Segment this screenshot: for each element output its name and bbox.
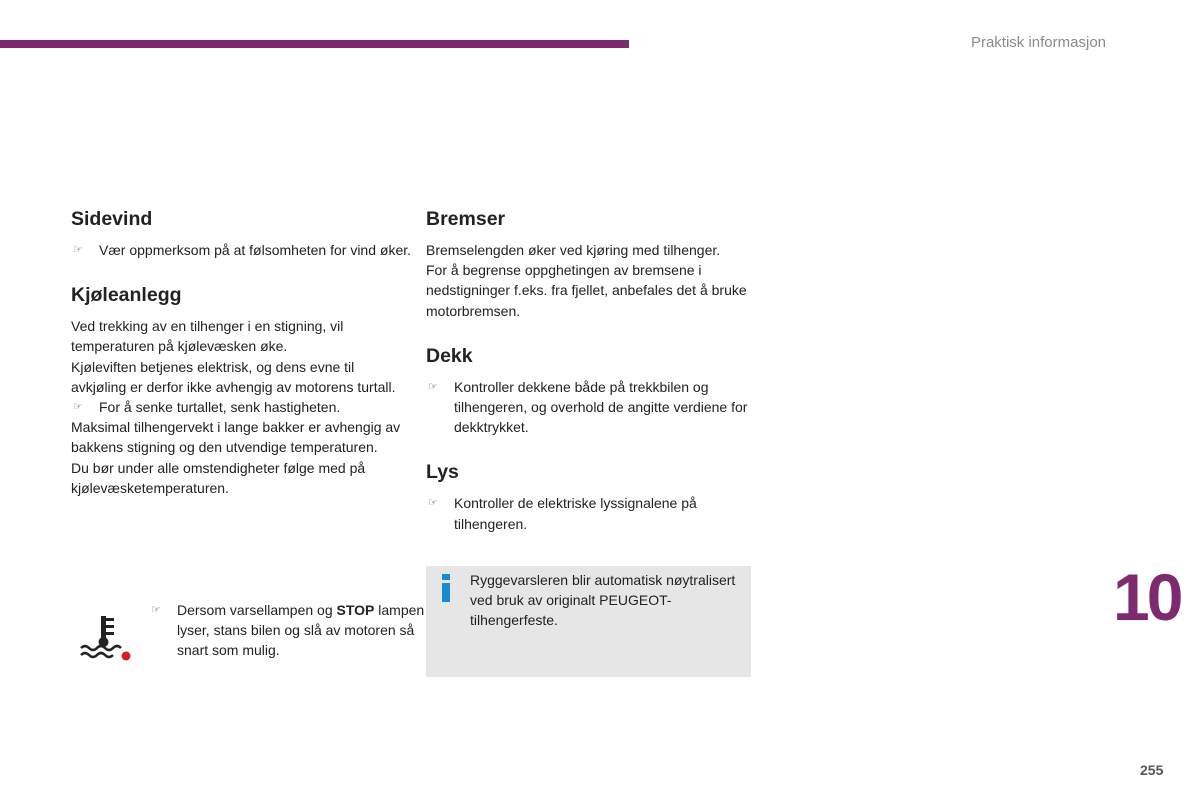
section-dekk [426, 343, 766, 438]
paragraph: Bremselengden øker ved kjøring med tilhenger. [426, 242, 721, 258]
chapter-title: Praktisk informasjon [970, 34, 1106, 51]
paragraph: Maksimal tilhengervekt i lange bakker er avhengig av bakkens stigning og den utvendige temperaturen. [71, 419, 401, 456]
bullet-text: Kontroller dekkene både på trekkbilen og tilhengeren, og overhold de angitte verdiene for dekktrykket. [454, 378, 748, 436]
bullet-item [426, 377, 766, 438]
bullet-item [71, 240, 411, 260]
warning-text-after: lampen lyser, stans bilen og slå av motoren så snart som mulig. [177, 602, 425, 659]
chapter-number: 10 [1113, 560, 1181, 634]
bullet-text: For å senke turtallet, senk hastigheten. [99, 399, 341, 416]
section-bremser [426, 206, 766, 321]
section-lys [426, 459, 766, 533]
right-column [426, 206, 766, 556]
paragraph: Kjøleviften betjenes elektrisk, og dens evne til avkjøling er derfor ikke avhengig av motorens turtall. [71, 358, 396, 395]
pointing-hand-icon: ☞ [428, 380, 438, 393]
warning-block [71, 598, 425, 668]
paragraph: For å begrense oppghetingen av bremsene i nedstigninger f.eks. fra fjellet, anbefales det å bruke motorbremsen. [426, 262, 747, 319]
left-column [71, 206, 411, 520]
info-icon [438, 574, 454, 602]
heading-sidevind: Sidevind [71, 208, 153, 230]
section-sidevind [71, 206, 411, 260]
note-text: Ryggevarsleren blir automatisk nøytralisert ved bruk av originalt PEUGEOT-tilhengerfeste. [470, 572, 736, 629]
pointing-hand-icon: ☞ [151, 604, 161, 616]
warning-text [149, 600, 429, 661]
info-note [426, 566, 751, 677]
page-number: 255 [1140, 762, 1164, 778]
bullet-text: Kontroller de elektriske lyssignalene på tilhengeren. [454, 495, 697, 532]
heading-bremser: Bremser [426, 208, 506, 230]
paragraph: Du bør under alle omstendigheter følge med på kjølevæsketemperaturen. [71, 459, 366, 496]
bullet-item [71, 397, 411, 417]
warning-text-before: Dersom varsellampen og [177, 602, 337, 618]
stop-label: STOP [336, 602, 375, 618]
pointing-hand-icon: ☞ [73, 244, 83, 256]
pointing-hand-icon: ☞ [428, 497, 438, 510]
bullet-text: Vær oppmerksom på at følsomheten for vind øker. [99, 242, 412, 258]
heading-dekk: Dekk [426, 344, 473, 367]
header-accent-bar [0, 40, 629, 48]
section-kjoleanlegg [71, 282, 411, 498]
bullet-item [426, 493, 766, 533]
pointing-hand-icon: ☞ [73, 401, 83, 414]
paragraph: Ved trekking av en tilhenger i en stigning, vil temperaturen på kjølevæsken øke. [71, 318, 344, 355]
coolant-temperature-warning-icon [77, 614, 133, 662]
heading-kjoleanlegg: Kjøleanlegg [71, 284, 182, 307]
heading-lys: Lys [426, 461, 459, 484]
